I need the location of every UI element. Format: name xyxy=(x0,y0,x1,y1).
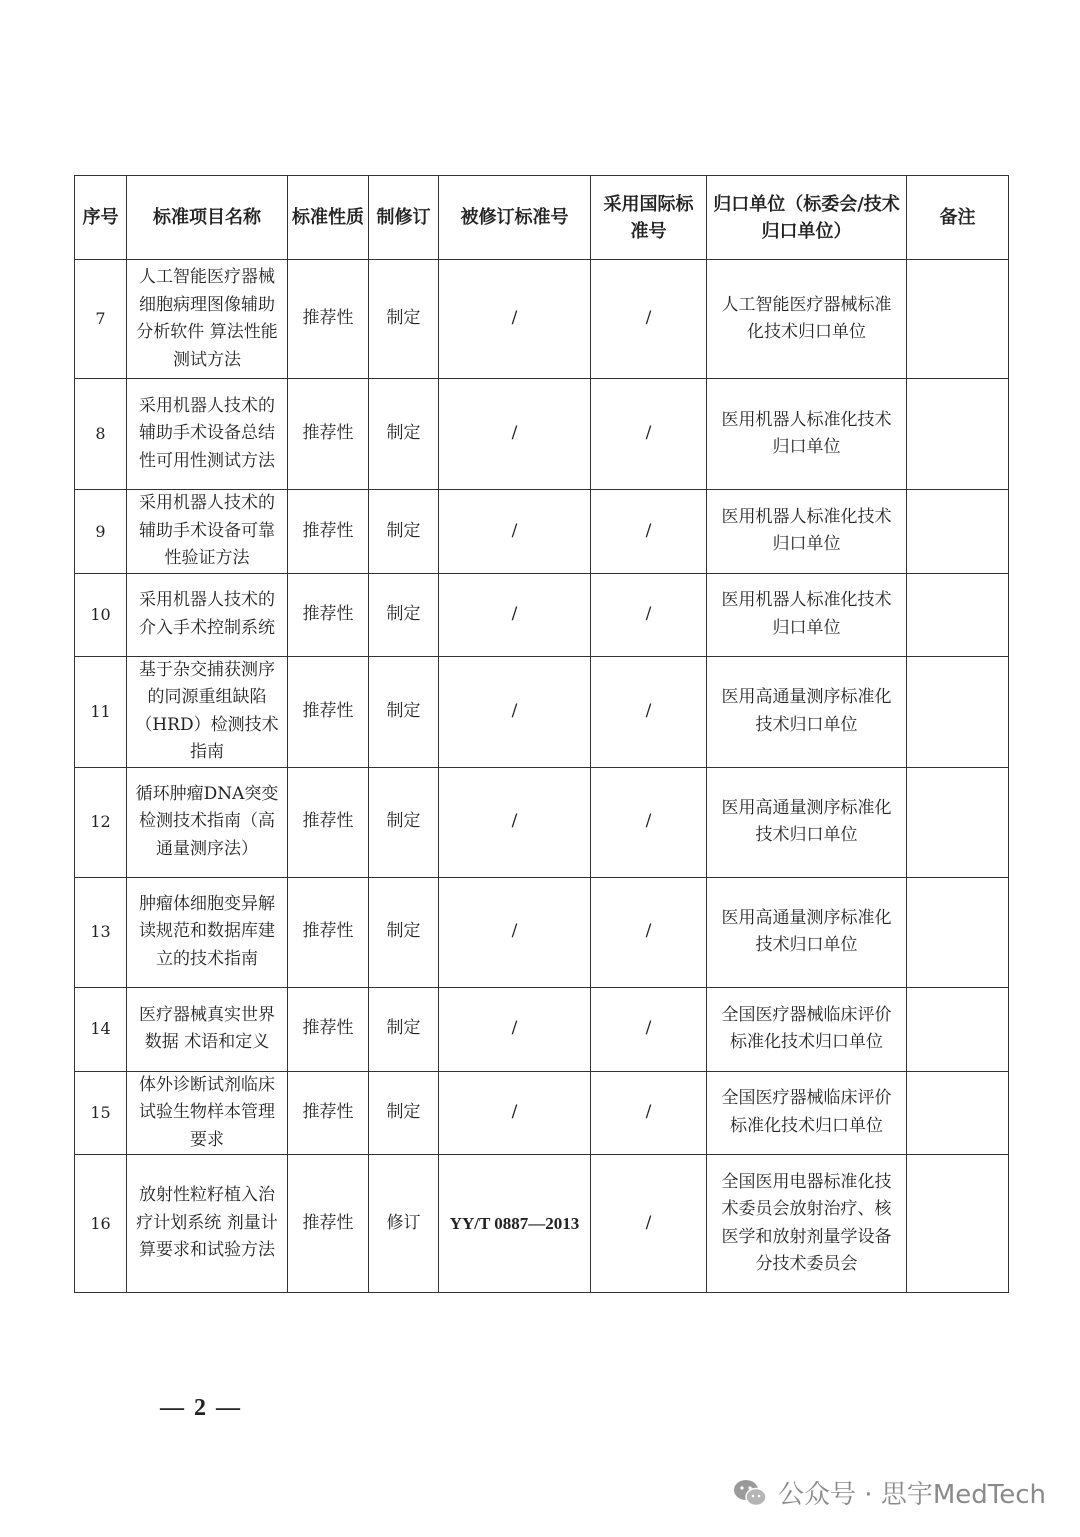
row-name: 采用机器人技术的辅助手术设备可靠性验证方法 xyxy=(127,490,288,574)
row-nature: 推荐性 xyxy=(288,987,369,1071)
table-row xyxy=(75,656,1009,767)
row-name: 基于杂交捕获测序的同源重组缺陷（HRD）检测技术指南 xyxy=(127,656,288,767)
wechat-icon xyxy=(732,1478,768,1508)
row-unit: 全国医疗器械临床评价标准化技术归口单位 xyxy=(707,1071,907,1155)
row-remark xyxy=(907,573,1009,656)
row-unit: 医用高通量测序标准化技术归口单位 xyxy=(707,767,907,877)
row-type: 制定 xyxy=(369,260,439,379)
row-intl-std: / xyxy=(591,379,707,490)
row-unit: 全国医疗器械临床评价标准化技术归口单位 xyxy=(707,987,907,1071)
row-index: 9 xyxy=(75,490,127,574)
row-unit: 医用机器人标准化技术归口单位 xyxy=(707,490,907,574)
row-unit: 医用高通量测序标准化技术归口单位 xyxy=(707,656,907,767)
row-name: 采用机器人技术的介入手术控制系统 xyxy=(127,573,288,656)
row-type: 制定 xyxy=(369,877,439,987)
table-row xyxy=(75,1155,1009,1293)
row-revised-std: / xyxy=(439,877,591,987)
row-intl-std: / xyxy=(591,490,707,574)
table-row xyxy=(75,1071,1009,1155)
row-nature: 推荐性 xyxy=(288,656,369,767)
row-unit: 医用机器人标准化技术归口单位 xyxy=(707,573,907,656)
table-row xyxy=(75,490,1009,574)
row-name: 体外诊断试剂临床试验生物样本管理要求 xyxy=(127,1071,288,1155)
row-nature: 推荐性 xyxy=(288,1071,369,1155)
table-row xyxy=(75,987,1009,1071)
header-type: 制修订 xyxy=(369,176,439,260)
row-nature: 推荐性 xyxy=(288,1155,369,1293)
row-nature: 推荐性 xyxy=(288,260,369,379)
row-intl-std: / xyxy=(591,877,707,987)
row-intl-std: / xyxy=(591,656,707,767)
row-type: 制定 xyxy=(369,379,439,490)
row-index: 7 xyxy=(75,260,127,379)
row-unit: 医用高通量测序标准化技术归口单位 xyxy=(707,877,907,987)
row-unit: 医用机器人标准化技术归口单位 xyxy=(707,379,907,490)
row-intl-std: / xyxy=(591,260,707,379)
row-type: 修订 xyxy=(369,1155,439,1293)
row-revised-std: / xyxy=(439,767,591,877)
row-index: 10 xyxy=(75,573,127,656)
row-revised-std: YY/T 0887—2013 xyxy=(439,1155,591,1293)
row-name: 放射性粒籽植入治疗计划系统 剂量计算要求和试验方法 xyxy=(127,1155,288,1293)
row-intl-std: / xyxy=(591,1071,707,1155)
row-index: 8 xyxy=(75,379,127,490)
row-type: 制定 xyxy=(369,656,439,767)
row-revised-std: / xyxy=(439,379,591,490)
row-name: 人工智能医疗器械 细胞病理图像辅助分析软件 算法性能测试方法 xyxy=(127,260,288,379)
table-row xyxy=(75,379,1009,490)
row-name: 采用机器人技术的辅助手术设备总结性可用性测试方法 xyxy=(127,379,288,490)
row-nature: 推荐性 xyxy=(288,573,369,656)
header-revised-std: 被修订标准号 xyxy=(439,176,591,260)
row-remark xyxy=(907,1155,1009,1293)
row-revised-std: / xyxy=(439,656,591,767)
row-nature: 推荐性 xyxy=(288,490,369,574)
row-revised-std: / xyxy=(439,490,591,574)
row-index: 16 xyxy=(75,1155,127,1293)
row-revised-std: / xyxy=(439,1071,591,1155)
row-remark xyxy=(907,877,1009,987)
row-index: 14 xyxy=(75,987,127,1071)
row-index: 12 xyxy=(75,767,127,877)
row-remark xyxy=(907,379,1009,490)
row-remark xyxy=(907,490,1009,574)
row-nature: 推荐性 xyxy=(288,379,369,490)
row-remark xyxy=(907,1071,1009,1155)
row-type: 制定 xyxy=(369,1071,439,1155)
row-intl-std: / xyxy=(591,1155,707,1293)
row-type: 制定 xyxy=(369,573,439,656)
row-remark xyxy=(907,260,1009,379)
row-revised-std: / xyxy=(439,987,591,1071)
table-row xyxy=(75,767,1009,877)
watermark-text: 公众号 · 思宇MedTech xyxy=(778,1480,1046,1510)
watermark xyxy=(732,1474,1046,1511)
row-index: 11 xyxy=(75,656,127,767)
row-remark xyxy=(907,987,1009,1071)
row-name: 循环肿瘤DNA突变检测技术指南（高通量测序法） xyxy=(127,767,288,877)
standards-table xyxy=(74,175,1009,1293)
table-row xyxy=(75,573,1009,656)
table-row xyxy=(75,260,1009,379)
row-revised-std: / xyxy=(439,573,591,656)
table-header-row xyxy=(75,176,1009,260)
header-name: 标准项目名称 xyxy=(127,176,288,260)
row-type: 制定 xyxy=(369,987,439,1071)
row-type: 制定 xyxy=(369,767,439,877)
header-unit: 归口单位（标委会/技术归口单位） xyxy=(707,176,907,260)
row-remark xyxy=(907,767,1009,877)
row-nature: 推荐性 xyxy=(288,877,369,987)
row-index: 15 xyxy=(75,1071,127,1155)
row-intl-std: / xyxy=(591,573,707,656)
row-nature: 推荐性 xyxy=(288,767,369,877)
table-row xyxy=(75,877,1009,987)
row-unit: 人工智能医疗器械标准化技术归口单位 xyxy=(707,260,907,379)
row-remark xyxy=(907,656,1009,767)
header-index: 序号 xyxy=(75,176,127,260)
header-remark: 备注 xyxy=(907,176,1009,260)
row-index: 13 xyxy=(75,877,127,987)
row-name: 医疗器械真实世界数据 术语和定义 xyxy=(127,987,288,1071)
page-number: — 2 — xyxy=(160,1395,242,1421)
header-nature: 标准性质 xyxy=(288,176,369,260)
row-revised-std: / xyxy=(439,260,591,379)
row-unit: 全国医用电器标准化技术委员会放射治疗、核医学和放射剂量学设备分技术委员会 xyxy=(707,1155,907,1293)
row-intl-std: / xyxy=(591,987,707,1071)
row-intl-std: / xyxy=(591,767,707,877)
header-intl-std: 采用国际标准号 xyxy=(591,176,707,260)
row-type: 制定 xyxy=(369,490,439,574)
row-name: 肿瘤体细胞变异解读规范和数据库建立的技术指南 xyxy=(127,877,288,987)
